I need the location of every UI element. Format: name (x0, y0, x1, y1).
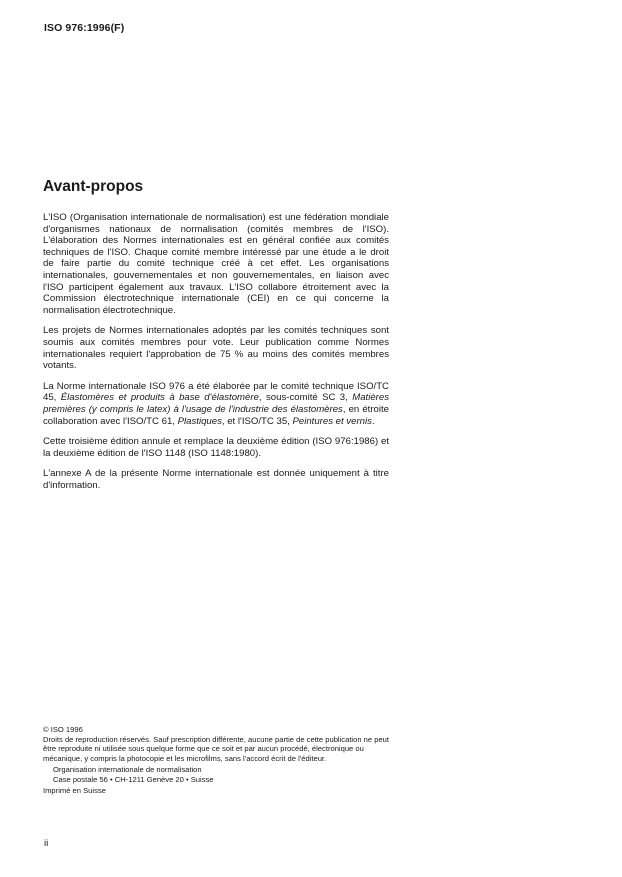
paragraph-voting: Les projets de Normes internationales adoptés par les comités techniques sont soumis aux comités membres pour vote. Leur publication comme Normes internationales requiert l'approbation de 75 % au moins des comités membres votants. (43, 325, 389, 372)
copyright-printed: Imprimé en Suisse (43, 785, 106, 795)
foreword-body (43, 212, 389, 500)
committee-text: , en étroite collaboration avec l'ISO/TC 61, (43, 403, 389, 427)
copyright-block (43, 725, 393, 795)
document-id-header: ISO 976:1996(F) (44, 22, 125, 34)
committee-text: , sous-comité SC 3, (258, 392, 353, 404)
tc35-title-italic: Peintures et vernis (292, 415, 372, 427)
page-number: ii (44, 838, 49, 849)
tc61-title-italic: Plastiques (177, 415, 222, 427)
paragraph-edition: Cette troisième édition annule et remplace la deuxième édition (ISO 976:1986) et la deuxième édition de l'ISO 1148 (ISO 1148:1980). (43, 436, 389, 459)
copyright-line: © ISO 1996 (43, 725, 83, 734)
committee-title-italic: Élastomères et produits à base d'élastomère (60, 392, 259, 404)
committee-text: . (371, 415, 375, 427)
paragraph-committee (43, 381, 389, 427)
copyright-organization: Organisation internationale de normalisation (53, 765, 202, 775)
page-title: Avant-propos (43, 178, 144, 195)
committee-text: , et l'ISO/TC 35, (221, 415, 293, 427)
paragraph-iso-description: L'ISO (Organisation internationale de normalisation) est une fédération mondiale d'organismes nationaux de normalisation (comités membres de l'ISO). L'élaboration des Normes internationales est en général confiée aux comités techniques de l'ISO. Chaque comité membre intéressé par une étude a le droit de faire partie du comité technique créé à cet effet. Les organisations internationales, gouvernementales et non gouvernementales, en liaison avec l'ISO participent également aux travaux. L'ISO collabore étroitement avec la Commission électrotechnique internationale (CEI) en ce qui concerne la normalisation électrotechnique. (43, 212, 389, 316)
copyright-rights: Droits de reproduction réservés. Sauf prescription différente, aucune partie de cette publication ne peut être reproduite ni utilisée sous quelque forme que ce soit et par aucun procédé, électronique ou mécanique, y compris la photocopie et les microfilms, sans l'accord écrit de l'éditeur. (43, 734, 390, 763)
subcommittee-title-italic: Matières premières (y compris le latex) à l'usage de l'industrie des élastomères (43, 392, 389, 415)
copyright-address: Case postale 56 • CH-1211 Genève 20 • Suisse (53, 774, 214, 784)
committee-text: La Norme internationale ISO 976 a été élaborée par le comité technique ISO/TC 45, (43, 380, 389, 404)
paragraph-annex: L'annexe A de la présente Norme internationale est donnée uniquement à titre d'information. (43, 468, 389, 491)
